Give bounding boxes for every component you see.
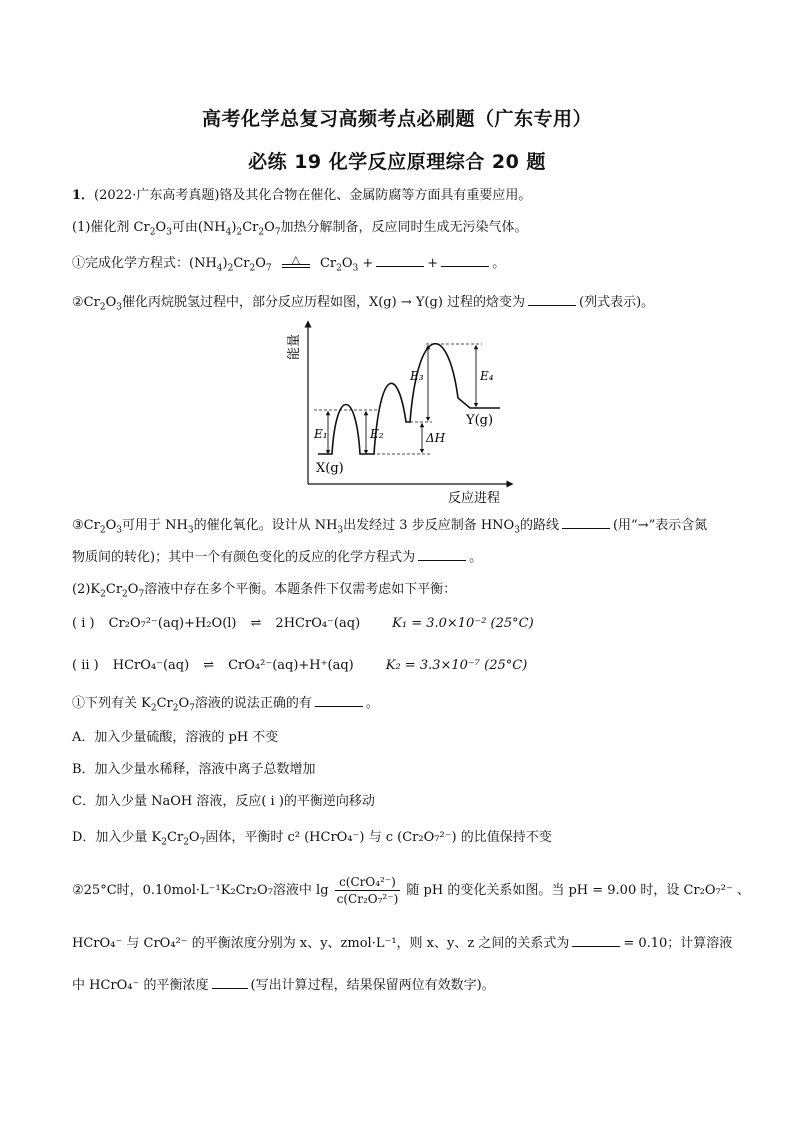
option-b[interactable]: B．加入少量水稀释，溶液中离子总数增加 [72, 762, 316, 777]
sub-question-2-2: ②25°C时，0.10mol·L⁻¹K₂Cr₂O₇溶液中 lg $\frac{\text{c(CrO₄²⁻)}}{\text{c(Cr₂O₇²⁻)}}$ 随 pH 的变化关系如图。当 pH = 9.00 时，设 Cr₂O₇²⁻ 、 [72, 875, 750, 906]
equilibrium-1 [72, 614, 534, 634]
sub-question-1-3-cont: 物质间的转化)；其中一个有颜色变化的反应的化学方程式为 。 [72, 550, 483, 565]
answer-blank[interactable] [376, 254, 424, 267]
eq1-lhs: Cr₂O₇²⁻(aq)+H₂O(l) [108, 616, 237, 631]
energy-diagram [270, 318, 520, 508]
answer-blank[interactable] [418, 548, 466, 561]
heat-symbol: △ [291, 253, 301, 266]
fraction-denominator: c(Cr₂O₇²⁻) [336, 892, 399, 906]
sub-question-2-2-cont: HCrO₄⁻ 与 CrO₄²⁻ 的平衡浓度分别为 x、y、zmol·L⁻¹，则 x、y、z 之间的关系式为 = 0.10；计算溶液 [72, 936, 733, 951]
dh-label: ΔH [426, 431, 446, 445]
eq2-arrow: ⇌ [203, 658, 215, 673]
end-label: Y(g) [466, 413, 494, 428]
question-intro-text: 铬及其化合物在催化、金属防腐等方面具有重要应用。 [219, 188, 532, 203]
answer-blank[interactable] [572, 934, 620, 947]
heat-arrow [276, 255, 316, 268]
eq2-label: ( ii ) [72, 658, 99, 673]
start-label: X(g) [316, 461, 344, 476]
eq2-lhs: HCrO₄⁻(aq) [112, 658, 190, 673]
y-axis-label: 能量 [287, 333, 302, 360]
option-a[interactable]: A．加入少量硫酸，溶液的 pH 不变 [72, 730, 279, 745]
eq1-arrow: ⇌ [250, 616, 262, 631]
answer-blank[interactable] [315, 694, 363, 707]
answer-blank[interactable] [212, 976, 248, 989]
eq2-rhs: CrO₄²⁻(aq)+H⁺(aq) [228, 658, 354, 673]
part-1-text: (1)催化剂 $Cr_2O_3$可由$(NH_4)_2Cr_2O_7$加热分解制备，反应同时生成无污染气体。 [72, 220, 528, 238]
document-title: 高考化学总复习高频考点必刷题（广东专用） [201, 108, 592, 130]
option-d[interactable]: D．加入少量 $K_2Cr_2O_7$固体，平衡时 c² (HCrO₄⁻) 与 c (Cr₂O₇²⁻) 的比值保持不变 [72, 830, 552, 848]
answer-blank[interactable] [528, 293, 576, 306]
e4-label: E₄ [480, 369, 494, 383]
e2-label: E₂ [370, 427, 384, 441]
document-subtitle: 必练 19 化学反应原理综合 20 题 [248, 151, 546, 173]
log-ratio-fraction [335, 874, 401, 907]
eq1-k: K₁ = 3.0×10⁻² (25°C) [392, 616, 534, 631]
sub-question-1-1: ①完成化学方程式：$(NH_4)_2Cr_2O_7$ △ $Cr_2O_3$ + + 。 [72, 253, 506, 274]
question-number: 1． [72, 188, 95, 203]
e1-label: E₁ [314, 427, 328, 441]
sub-question-2-1: ①下列有关 $K_2Cr_2O_7$溶液的说法正确的有 。 [72, 696, 379, 714]
fraction-numerator: c(CrO₄²⁻) [335, 874, 401, 891]
eq1-label: ( i ) [72, 616, 95, 631]
equilibrium-2 [72, 656, 527, 676]
x-axis-label: 反应进程 [448, 491, 501, 506]
answer-blank[interactable] [441, 254, 489, 267]
reaction-profile [318, 344, 500, 454]
sub-question-1-3: $③Cr_2O_3$可用于 $NH_3$的催化氧化。设计从 $NH_3$出发经过 3 步反应制备 $HNO_3$的路线 (用“→”表示含氮 [72, 518, 708, 536]
eq2-k: K₂ = 3.3×10⁻⁷ (25°C) [385, 658, 528, 673]
answer-blank[interactable] [562, 516, 610, 529]
question-source: (2022·广东高考真题) [94, 188, 220, 203]
eq1-rhs: 2HCrO₄⁻(aq) [275, 616, 361, 631]
part-2-text: $(2)K_2Cr_2O_7$溶液中存在多个平衡。本题条件下仅需考虑如下平衡： [72, 582, 457, 600]
e3-label: E₃ [410, 369, 424, 383]
option-c[interactable]: C．加入少量 NaOH 溶液，反应( i )的平衡逆向移动 [72, 794, 375, 809]
question-1-intro [72, 186, 531, 206]
sub-question-2-2-cont2: 中 HCrO₄⁻ 的平衡浓度 (写出计算过程，结果保留两位有效数字)。 [72, 978, 495, 993]
sub-question-1-2: $②Cr_2O_3$催化丙烷脱氢过程中，部分反应历程如图，X(g) → Y(g) 过程的焓变为 (列式表示)。 [72, 295, 655, 313]
